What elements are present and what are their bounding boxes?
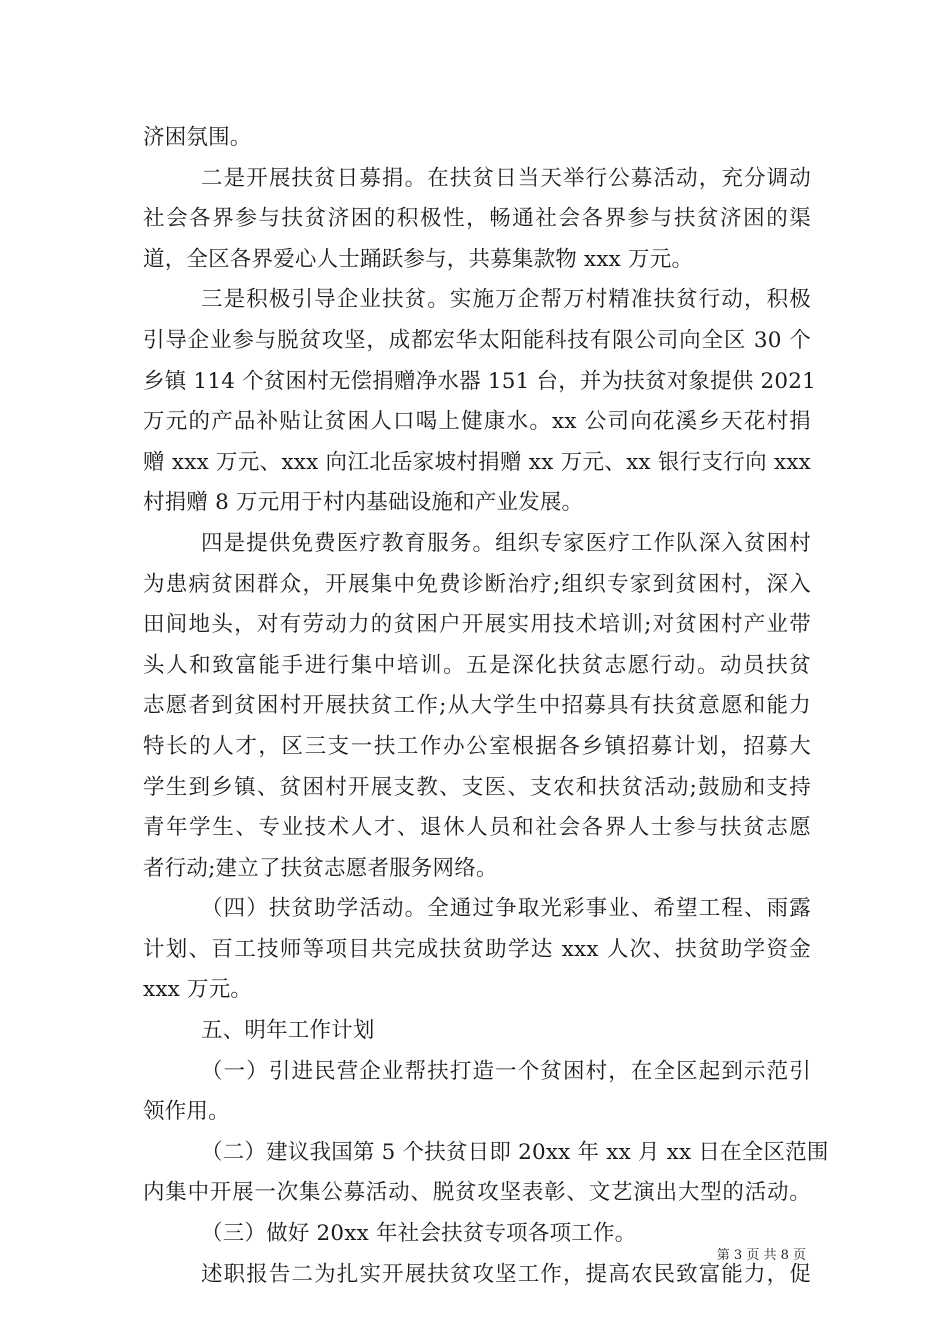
section-heading: 五、明年工作计划 [201,1018,375,1044]
text-line: 为患病贫困群众，开展集中免费诊断治疗;组织专家到贫困村，深入 [143,571,811,597]
text-line: 计划、百工技师等项目共完成扶贫助学达 xxx 人次、扶贫助学资金 [143,936,811,962]
text-line: 道，全区各界爱心人士踊跃参与，共募集款物 xxx 万元。 [143,246,694,272]
text-line: 赠 xxx 万元、xxx 向江北岳家坡村捐赠 xx 万元、xx 银行支行向 xxx [143,449,811,475]
text-line: 济困氛围。 [143,125,252,150]
text-line: 二是开展扶贫日募捐。在扶贫日当天举行公募活动，充分调动 [201,165,811,191]
text-line: （二）建议我国第 5 个扶贫日即 20xx 年 xx 月 xx 日在全区范围 [201,1139,829,1165]
text-line: xxx 万元。 [143,977,253,1003]
text-line: 引导企业参与脱贫攻坚，成都宏华太阳能科技有限公司向全区 30 个 [143,327,811,353]
text-line: 村捐赠 8 万元用于村内基础设施和产业发展。 [143,490,584,516]
text-line: 领作用。 [143,1099,230,1125]
document-body [143,118,829,1295]
text-line: 内集中开展一次集公募活动、脱贫攻坚表彰、文艺演出大型的活动。 [143,1180,811,1206]
text-line: 四是提供免费医疗教育服务。组织专家医疗工作队深入贫困村 [201,530,811,556]
text-line: 社会各界参与扶贫济困的积极性，畅通社会各界参与扶贫济困的渠 [143,206,811,232]
text-line: （一）引进民营企业帮扶打造一个贫困村，在全区起到示范引 [201,1058,811,1084]
text-line: （三）做好 20xx 年社会扶贫专项各项工作。 [201,1221,637,1247]
text-line: 学生到乡镇、贫困村开展支教、支医、支农和扶贫活动;鼓励和支持 [143,774,811,800]
text-line: 万元的产品补贴让贫困人口喝上健康水。xx 公司向花溪乡天花村捐 [143,409,811,435]
text-line: 乡镇 114 个贫困村无偿捐赠净水器 151 台，并为扶贫对象提供 2021 [143,368,817,394]
text-line: 述职报告二为扎实开展扶贫攻坚工作，提高农民致富能力，促 [201,1261,811,1287]
text-line: （四）扶贫助学活动。全通过争取光彩事业、希望工程、雨露 [201,896,811,922]
text-line: 田间地头，对有劳动力的贫困户开展实用技术培训;对贫困村产业带 [143,612,811,638]
text-line: 头人和致富能手进行集中培训。五是深化扶贫志愿行动。动员扶贫 [143,652,811,678]
text-line: 三是积极引导企业扶贫。实施万企帮万村精准扶贫行动，积极 [201,287,811,313]
text-line: 特长的人才，区三支一扶工作办公室根据各乡镇招募计划，招募大 [143,733,811,759]
page-number-footer: 第 3 页 共 8 页 [716,1248,806,1263]
text-line: 者行动;建立了扶贫志愿者服务网络。 [143,855,498,881]
text-line: 青年学生、专业技术人才、退休人员和社会各界人士参与扶贫志愿 [143,815,811,841]
text-line: 志愿者到贫困村开展扶贫工作;从大学生中招募具有扶贫意愿和能力 [143,693,811,719]
